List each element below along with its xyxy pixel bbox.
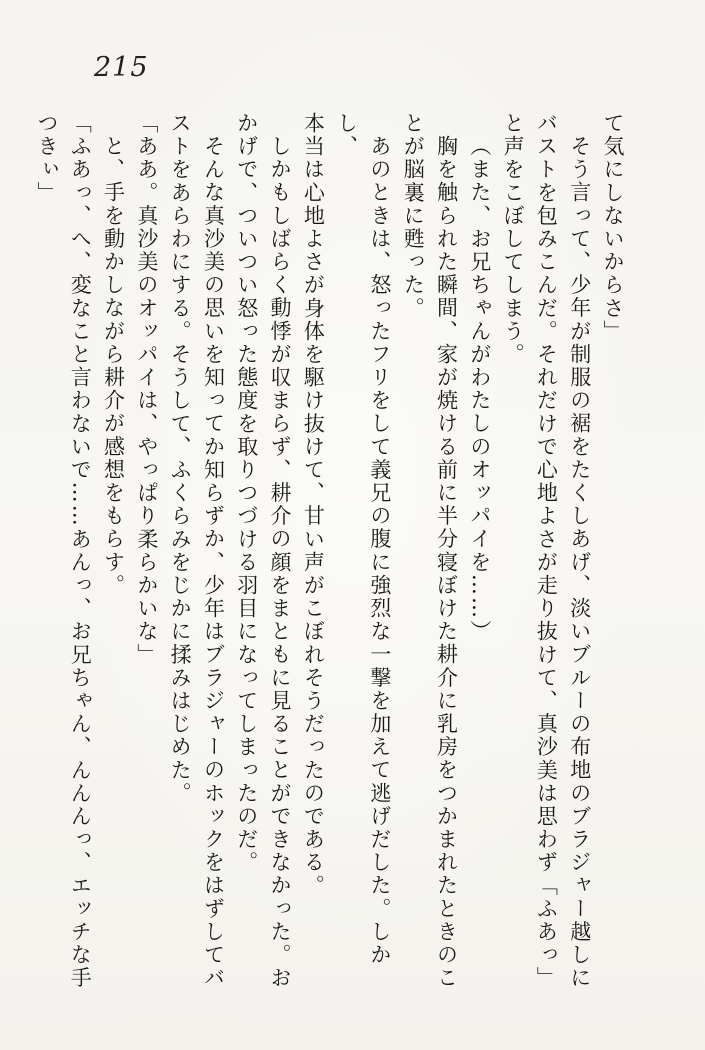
text-line: 胸を触られた瞬間、家が焼ける前に半分寝ぼけた耕介に乳房をつかまれたときのこ — [434, 135, 459, 990]
text-line: 本当は心地よさが身体を駆け抜けて、甘い声がこぼれそうだったのである。 — [301, 112, 326, 898]
text-line: あのときは、怒ったフリをして義兄の腹に強烈な一撃を加えて逃げだした。しかし、 — [334, 112, 392, 967]
text-line: バストを包みこんだ。それだけで心地よさが走り抜けて、真沙美は思わず「ふあっ」 — [534, 112, 559, 990]
text-line: しかもしばらく動悸が収まらず、耕介の顔をまともに見ることができなかった。お — [268, 135, 293, 990]
text-line: とが脳裏に甦った。 — [401, 112, 426, 320]
text-line: （また、お兄ちゃんがわたしのオッパイを……） — [467, 135, 492, 644]
page-number: 215 — [94, 52, 149, 83]
text-line: そう言って、少年が制服の裾をたくしあげ、淡いブルーの布地のブラジャー越しに — [567, 135, 592, 990]
text-line: 「ああ。真沙美のオッパイは、やっぱり柔らかいな」 — [134, 112, 159, 667]
text-line: と、手を動かしながら耕介が感想をもらす。 — [101, 135, 126, 597]
text-block — [34, 112, 629, 1000]
text-line: と声をこぼしてしまう。 — [501, 112, 526, 367]
text-line: そんな真沙美の思いを知ってか知らずか、少年はブラジャーのホックをはずしてバ — [201, 135, 226, 990]
text-line: かげで、ついつい怒った態度を取りつづける羽目になってしまったのだ。 — [234, 112, 259, 875]
text-line: て気にしないからさ」 — [601, 112, 625, 343]
text-line: つきぃ」 — [34, 112, 59, 205]
text-line: 「ふあっ、へ、変なこと言わないで……あんっ、お兄ちゃん、んんんっ、エッチな手 — [68, 112, 93, 990]
text-line: ストをあらわにする。そうして、ふくらみをじかに揉みはじめた。 — [168, 112, 193, 805]
